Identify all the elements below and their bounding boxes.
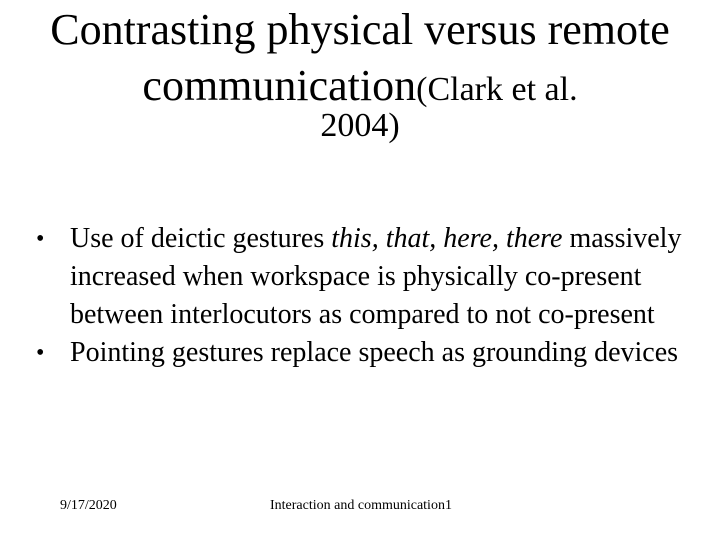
slide-title-main: Contrasting physical versus remote communication bbox=[50, 5, 670, 110]
bullet-text-italic: this, that, here, there bbox=[331, 223, 563, 254]
slide-title-citation: (Clark et al. bbox=[416, 71, 578, 108]
bullet-icon: • bbox=[36, 226, 45, 252]
slide-title bbox=[40, 2, 680, 118]
bullet-icon: • bbox=[36, 340, 45, 366]
footer-date: 9/17/2020 bbox=[60, 498, 117, 513]
bullet-list bbox=[30, 220, 690, 372]
slide-title-citation-year: 2004) bbox=[320, 107, 400, 144]
footer-title: Interaction and communication1 bbox=[270, 498, 452, 513]
bullet-text: Pointing gestures replace speech as grounding devices bbox=[70, 337, 679, 368]
bullet-item bbox=[30, 220, 690, 334]
bullet-text: Use of deictic gestures bbox=[70, 223, 332, 254]
bullet-item bbox=[30, 334, 690, 372]
bullet-text-continued: massively increased when workspace is physically co-present between interlocutors as compared to not co-present bbox=[70, 223, 682, 330]
